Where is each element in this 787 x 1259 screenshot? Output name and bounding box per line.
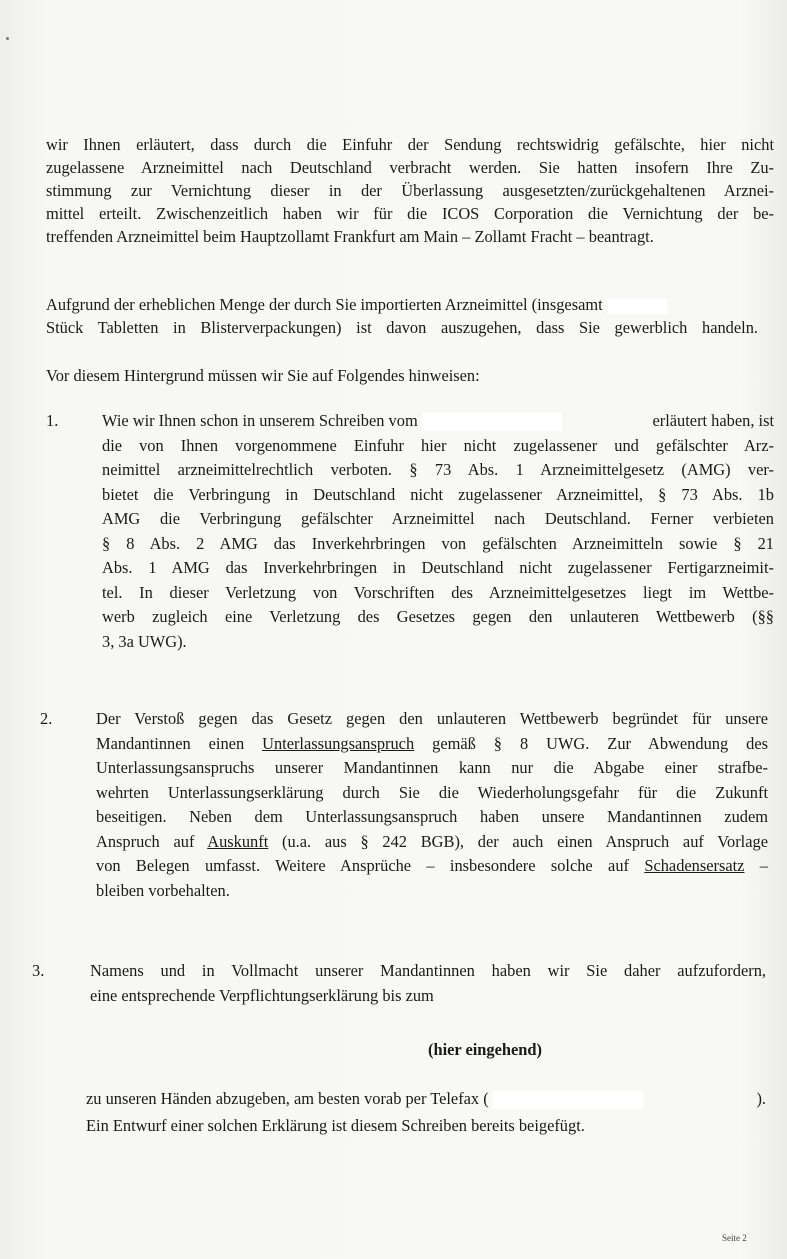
item-text: gemäß § 8 UWG. Zur Abwendung des <box>432 733 768 753</box>
item-line: Namens und in Vollmacht unserer Mandantinnen haben wir Sie daher aufzufordern, <box>90 961 766 980</box>
item-line: AMG die Verbringung gefälschter Arzneimittel nach Deutschland. Ferner verbieten <box>102 509 774 528</box>
redaction-box <box>607 298 667 314</box>
item-text: Wie wir Ihnen schon in unserem Schreiben vom <box>102 411 418 430</box>
quantity-paragraph <box>46 293 758 339</box>
item-line: neimittel arzneimittelrechtlich verboten. § 73 Abs. 1 Arzneimittelgesetz (AMG) ver- <box>102 460 774 479</box>
item-line <box>96 854 768 879</box>
item-line: eine entsprechende Verpflichtungserklärung bis zum <box>90 985 434 1005</box>
item-text: erläutert haben, ist <box>652 411 774 430</box>
item-line: bleiben vorbehalten. <box>96 880 230 900</box>
item-line: Der Verstoß gegen das Gesetz gegen den unlauteren Wettbewerb begründet für unsere <box>96 709 768 728</box>
item-line: 3, 3a UWG). <box>102 631 187 651</box>
redaction-box <box>422 413 562 431</box>
item-line <box>96 732 768 757</box>
underlined-term: Schadensersatz <box>644 856 745 875</box>
item-line: Abs. 1 AMG das Inverkehrbringen in Deutschland nicht zugelassener Fertigarzneimit- <box>102 558 774 577</box>
item-text: Mandantinnen einen <box>96 733 245 753</box>
item-number: 1. <box>46 411 59 430</box>
page-number: Seite 2 <box>722 1233 747 1243</box>
intro-line: wir Ihnen erläutert, dass durch die Einfuhr der Sendung rechtswidrig gefälschte, hier nicht <box>46 135 774 154</box>
redaction-box <box>493 1091 643 1109</box>
lead-text: Vor diesem Hintergrund müssen wir Sie auf Folgendes hinweisen: <box>46 366 480 385</box>
scan-speck <box>6 37 9 40</box>
closing-text: zu unseren Händen abzugeben, am besten vorab per Telefax ( <box>86 1089 489 1108</box>
quantity-line: Stück Tabletten in Blisterverpackungen) ist davon auszugehen, dass Sie gewerblich handeln. <box>46 318 758 337</box>
item-number: 3. <box>32 961 45 980</box>
lead-sentence <box>46 364 774 387</box>
item-line <box>102 409 774 434</box>
underlined-term: Unterlassungsanspruch <box>262 733 415 753</box>
item-number: 2. <box>40 709 53 728</box>
intro-line: stimmung zur Vernichtung dieser in der Überlassung ausgesetzten/zurückgehaltenen Arznei- <box>46 181 774 200</box>
item-text: (u.a. aus § 242 BGB), der auch einen Anspruch auf Vorlage <box>282 831 768 851</box>
item-line: die von Ihnen vorgenommene Einfuhr hier nicht zugelassener und gefälschter Arz- <box>102 435 774 455</box>
quantity-text: Aufgrund der erheblichen Menge der durch Sie importierten Arzneimittel (insgesamt <box>46 295 603 314</box>
item-text: – <box>759 856 768 875</box>
item-body <box>96 707 768 903</box>
deadline-label: (hier eingehend) <box>428 1040 542 1059</box>
closing-paragraph <box>86 1085 766 1139</box>
quantity-line <box>46 293 758 316</box>
item-line: beseitigen. Neben dem Unterlassungsanspruch haben unsere Mandantinnen zudem <box>96 807 768 826</box>
item-line: bietet die Verbringung in Deutschland nicht zugelassener Arzneimittel, § 73 Abs. 1b <box>102 484 774 504</box>
underlined-term: Auskunft <box>207 831 269 851</box>
closing-line <box>86 1085 766 1112</box>
closing-text: ). <box>756 1089 766 1108</box>
item-text: Anspruch auf <box>96 831 195 851</box>
intro-line: treffenden Arzneimittel beim Hauptzollamt Frankfurt am Main – Zollamt Fracht – beantragt. <box>46 227 654 246</box>
intro-line: zugelassene Arzneimittel nach Deutschland verbracht werden. Sie hatten insofern Ihre Zu- <box>46 158 774 177</box>
item-line: werb zugleich eine Verletzung des Gesetzes gegen den unlauteren Wettbewerb (§§ <box>102 607 774 626</box>
item-line <box>96 830 768 855</box>
item-line: tel. In dieser Verletzung von Vorschriften des Arzneimittelgesetzes liegt im Wettbe- <box>102 582 774 602</box>
closing-line: Ein Entwurf einer solchen Erklärung ist diesem Schreiben bereits beigefügt. <box>86 1116 585 1135</box>
intro-line: mittel erteilt. Zwischenzeitlich haben wir für die ICOS Corporation die Vernichtung der be- <box>46 204 774 223</box>
item-line: Unterlassungsanspruchs unserer Mandantinnen kann nur die Abgabe einer strafbe- <box>96 758 768 777</box>
item-body <box>90 959 766 1008</box>
item-body <box>102 409 774 654</box>
item-text: von Belegen umfasst. Weitere Ansprüche – insbesondere solche auf <box>96 856 629 875</box>
intro-paragraph <box>46 133 774 248</box>
item-line: wehrten Unterlassungserklärung durch Sie die Wiederholungsgefahr für die Zukunft <box>96 782 768 802</box>
item-line: § 8 Abs. 2 AMG das Inverkehrbringen von gefälschten Arzneimitteln sowie § 21 <box>102 533 774 553</box>
